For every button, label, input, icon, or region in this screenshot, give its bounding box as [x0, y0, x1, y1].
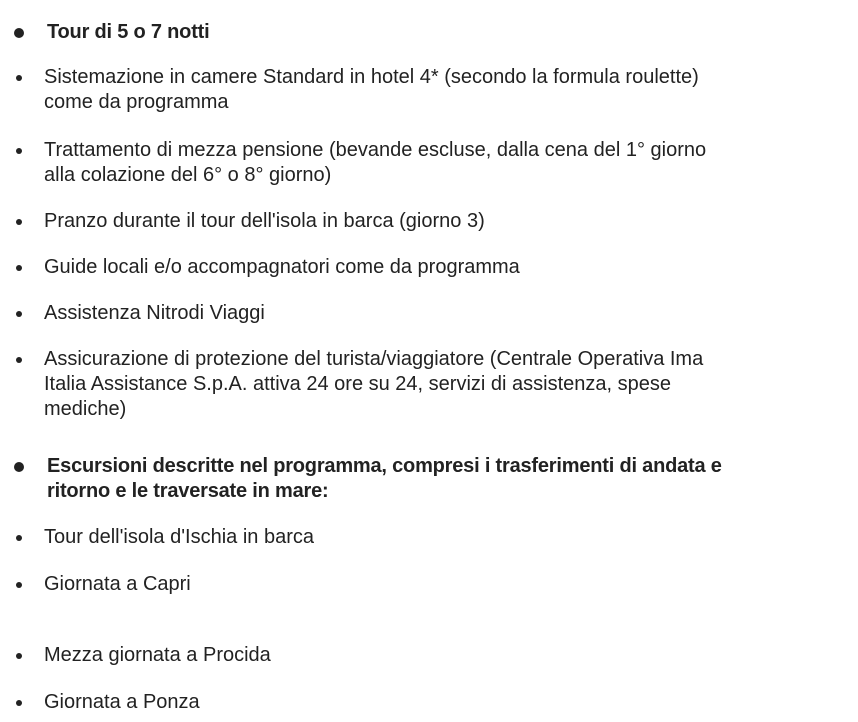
- bullet-icon: [16, 357, 22, 363]
- item-accommodation: Sistemazione in camere Standard in hotel 4* (secondo la formula roulette) come da programma: [44, 66, 699, 113]
- heading-excursions: Escursioni descritte nel programma, compresi i trasferimenti di andata e ritorno e le traversate in mare:: [47, 455, 722, 502]
- heading-tour-nights: Tour di 5 o 7 notti: [47, 21, 210, 43]
- item-half-board: Trattamento di mezza pensione (bevande escluse, dalla cena del 1° giorno alla colazione del 6° o 8° giorno): [44, 139, 707, 186]
- bullet-icon: [16, 265, 22, 271]
- item-ponza: Giornata a Ponza: [44, 691, 200, 713]
- bullet-icon: [16, 219, 22, 225]
- item-guides: Guide locali e/o accompagnatori come da programma: [44, 256, 520, 278]
- bullet-icon: [16, 148, 22, 154]
- item-capri: Giornata a Capri: [44, 573, 191, 595]
- item-insurance: Assicurazione di protezione del turista/viaggiatore (Centrale Operativa Ima Italia Assistance S.p.A. attiva 24 ore su 24, servizi di assistenza, spese mediche): [44, 348, 704, 420]
- bullet-icon: [16, 75, 22, 81]
- bullet-icon: [14, 28, 24, 38]
- item-assistance: Assistenza Nitrodi Viaggi: [44, 302, 265, 324]
- item-lunch: Pranzo durante il tour dell'isola in barca (giorno 3): [44, 210, 485, 232]
- bullet-icon: [16, 653, 22, 659]
- bullet-icon: [14, 462, 24, 472]
- bullet-icon: [16, 700, 22, 706]
- bullet-icon: [16, 311, 22, 317]
- bullet-icon: [16, 535, 22, 541]
- bullet-icon: [16, 582, 22, 588]
- item-ischia-tour: Tour dell'isola d'Ischia in barca: [44, 526, 314, 548]
- item-procida: Mezza giornata a Procida: [44, 644, 271, 666]
